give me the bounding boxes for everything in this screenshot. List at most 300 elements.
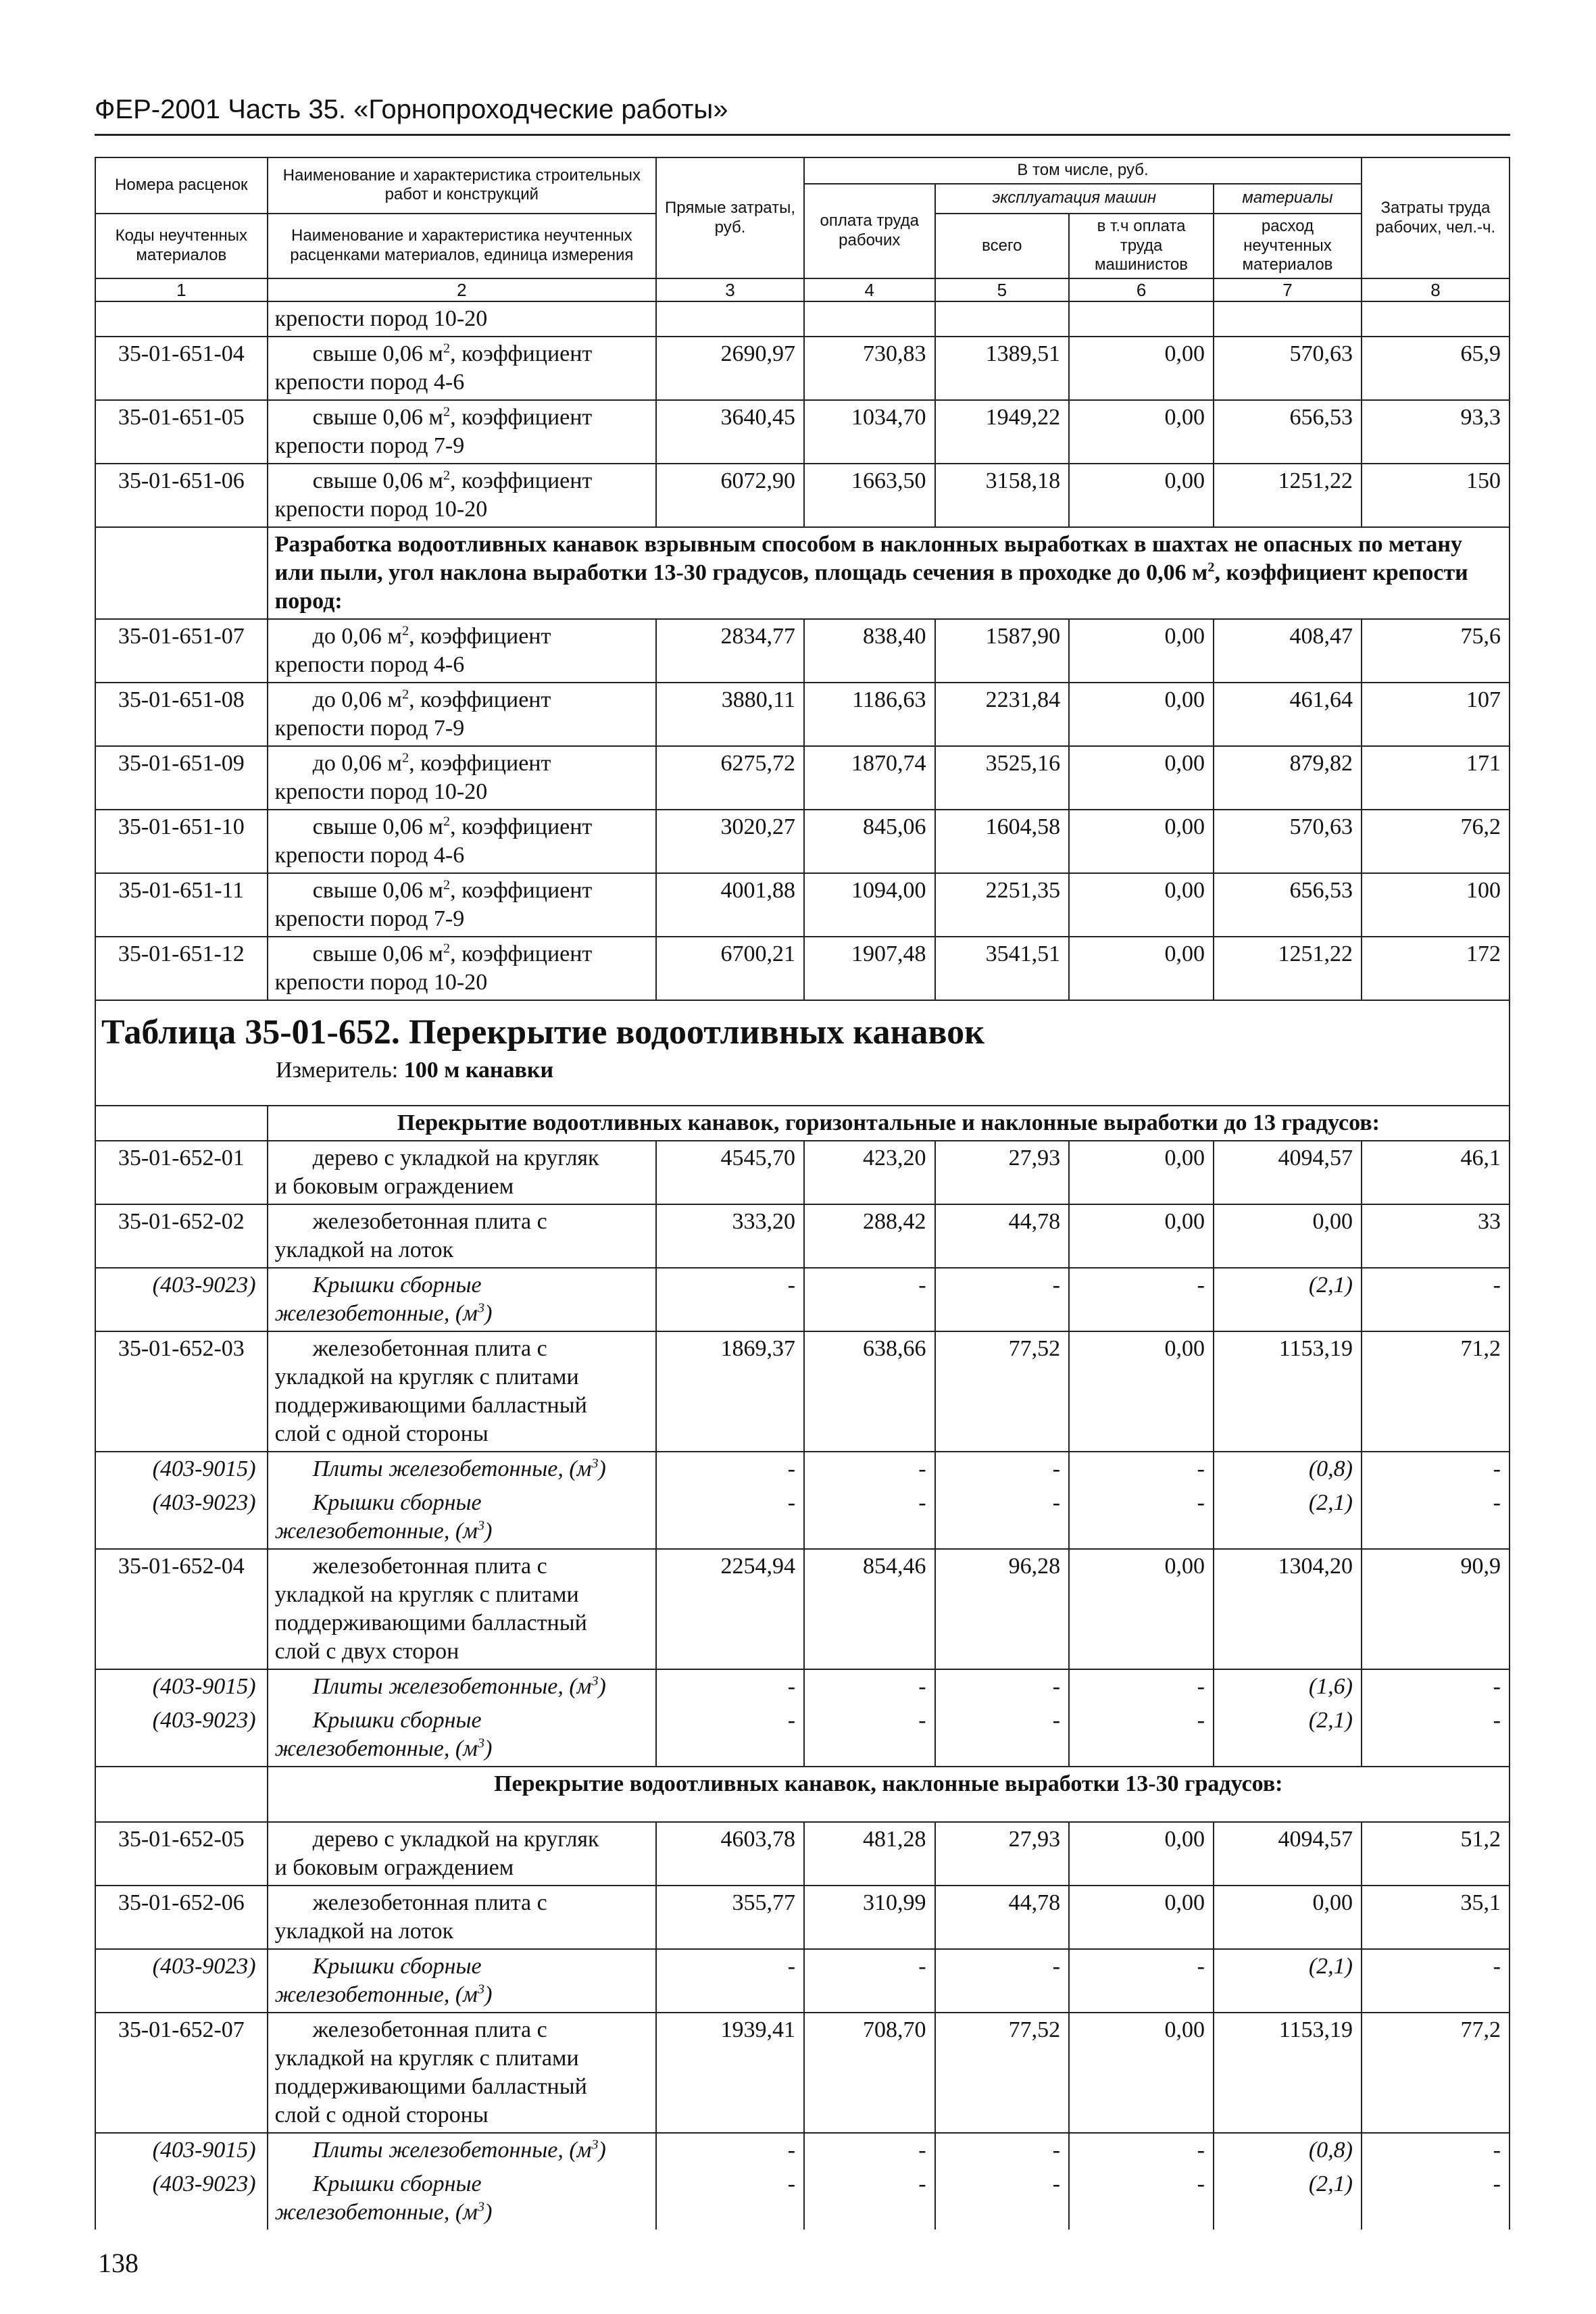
value-text: - — [1197, 1490, 1205, 1516]
value-text: 854,46 — [863, 1554, 926, 1579]
unit-superscript: 3 — [591, 1673, 599, 1689]
description-text: железобетонные, (м — [274, 2200, 478, 2225]
value-cell — [656, 1452, 804, 1486]
value-cell — [1362, 683, 1510, 746]
value-text: - — [1052, 1954, 1061, 1979]
value-text: 27,93 — [1008, 1827, 1061, 1852]
description-text: свыше 0,06 м — [312, 941, 443, 967]
value-cell — [1214, 400, 1362, 464]
unit-superscript: 3 — [591, 1456, 599, 1471]
value-cell — [935, 810, 1070, 873]
value-cell — [1069, 1452, 1214, 1486]
description-first-line — [275, 1489, 649, 1517]
rate-code: 35-01-652-07 — [118, 2017, 245, 2043]
section-heading — [268, 527, 1510, 619]
material-code: (403-9023) — [152, 1273, 256, 1298]
value-text: 2690,97 — [720, 341, 796, 367]
value-cell — [1069, 1141, 1214, 1204]
work-description-cell — [268, 1822, 656, 1886]
description-line — [275, 2044, 649, 2073]
value-text: 0,00 — [1164, 814, 1205, 840]
value-cell — [1362, 2133, 1510, 2167]
material-code: (403-9023) — [152, 1708, 256, 1733]
value-text: 570,63 — [1289, 341, 1353, 367]
work-description-cell — [268, 1949, 656, 2013]
table-row — [95, 1822, 1510, 1886]
work-description-cell — [268, 873, 656, 937]
description-text: крепости пород 4-6 — [274, 843, 465, 868]
value-cell — [1362, 810, 1510, 873]
material-code-cell — [95, 1486, 268, 1549]
value-cell — [1214, 1822, 1362, 1886]
value-text: 1034,70 — [851, 405, 926, 430]
rate-code: 35-01-652-01 — [118, 1146, 245, 1171]
value-text: - — [787, 1456, 796, 1482]
value-text: 1870,74 — [851, 751, 926, 777]
unit-superscript: 2 — [443, 404, 451, 420]
col-work-name-header: Наименование и характеристика строительных работ и конструкций — [268, 157, 656, 214]
value-cell — [1362, 873, 1510, 937]
work-description-cell — [268, 1704, 656, 1767]
value-cell — [804, 301, 935, 337]
value-cell — [1362, 1204, 1510, 1268]
value-cell — [1362, 301, 1510, 337]
work-description-cell — [268, 2133, 656, 2167]
value-text: (1,6) — [1308, 1674, 1353, 1700]
description-text: свыше 0,06 м — [312, 814, 443, 840]
description-text: ) — [598, 2138, 606, 2163]
value-cell — [1069, 337, 1214, 400]
value-cell — [1069, 1669, 1214, 1704]
value-cell — [935, 746, 1070, 810]
value-cell — [1069, 937, 1214, 1000]
table-row — [95, 683, 1510, 746]
material-code: (403-9015) — [152, 1456, 256, 1482]
value-text: - — [1493, 2171, 1501, 2197]
description-first-line — [275, 1271, 649, 1300]
value-text: - — [1493, 1456, 1501, 1482]
rate-code-cell — [95, 1141, 268, 1204]
description-text: свыше 0,06 м — [312, 468, 443, 494]
unit-superscript: 3 — [477, 1300, 485, 1316]
value-cell — [656, 1549, 804, 1669]
value-text: 6275,72 — [720, 751, 796, 777]
description-text: свыше 0,06 м — [312, 405, 443, 430]
value-cell — [1214, 746, 1362, 810]
value-cell — [804, 1486, 935, 1549]
value-text: 0,00 — [1164, 2017, 1205, 2043]
value-cell — [1214, 1452, 1362, 1486]
col-including-header: В том числе, руб. — [804, 157, 1362, 184]
value-text: 65,9 — [1460, 341, 1501, 367]
description-line — [275, 1854, 649, 1882]
value-cell — [1214, 937, 1362, 1000]
value-cell — [1362, 2013, 1510, 2133]
description-line — [275, 841, 649, 870]
value-cell — [1214, 1704, 1362, 1767]
value-cell — [804, 1331, 935, 1452]
col-rate-number-header: Номера расценок — [95, 157, 268, 214]
rate-code-cell — [95, 400, 268, 464]
value-text: - — [1493, 1674, 1501, 1700]
rate-code-cell — [95, 1331, 268, 1452]
value-cell — [656, 937, 804, 1000]
col-machines-total-header: всего — [935, 214, 1070, 278]
value-text: 6072,90 — [720, 468, 796, 494]
value-text: 35,1 — [1460, 1890, 1501, 1916]
rate-code-cell — [95, 810, 268, 873]
table-row — [95, 873, 1510, 937]
description-first-line — [275, 877, 649, 905]
value-text: 77,52 — [1008, 1336, 1061, 1362]
value-cell — [1214, 810, 1362, 873]
description-text: , коэффициент — [450, 468, 593, 494]
value-cell — [656, 2167, 804, 2230]
rate-code-cell — [95, 1204, 268, 1268]
description-text: железобетонные, (м — [274, 1301, 478, 1327]
unit-superscript: 2 — [1207, 560, 1215, 575]
value-text: 0,00 — [1164, 1827, 1205, 1852]
value-text: 423,20 — [863, 1146, 926, 1171]
value-text: - — [918, 1273, 926, 1298]
description-text: крепости пород 7-9 — [274, 433, 465, 459]
value-cell — [804, 873, 935, 937]
description-first-line — [275, 1552, 649, 1581]
value-cell — [1362, 1886, 1510, 1949]
value-cell — [1362, 1949, 1510, 2013]
value-cell — [804, 1549, 935, 1669]
value-cell — [935, 1452, 1070, 1486]
value-text: (0,8) — [1308, 2138, 1353, 2163]
value-text: 408,47 — [1289, 624, 1353, 649]
table-row-material — [95, 1704, 1510, 1767]
value-text: - — [1197, 1456, 1205, 1482]
value-cell — [804, 619, 935, 683]
description-first-line — [275, 340, 649, 368]
value-cell — [935, 1204, 1070, 1268]
value-cell — [804, 937, 935, 1000]
value-text: - — [787, 2138, 796, 2163]
value-text: - — [1493, 1708, 1501, 1733]
measure-line — [276, 1056, 1503, 1085]
value-cell — [656, 400, 804, 464]
description-line — [275, 1392, 649, 1420]
value-text: 0,00 — [1164, 1146, 1205, 1171]
value-cell — [804, 683, 935, 746]
value-text: - — [787, 1273, 796, 1298]
description-text: дерево с укладкой на кругляк — [312, 1827, 599, 1852]
value-text: 0,00 — [1164, 624, 1205, 649]
value-text: 3640,45 — [720, 405, 796, 430]
value-text: 27,93 — [1008, 1146, 1061, 1171]
description-line — [275, 968, 649, 997]
column-number: 5 — [935, 278, 1070, 301]
unit-superscript: 2 — [443, 341, 451, 356]
value-cell — [804, 746, 935, 810]
description-text: железобетонная плита с — [312, 1554, 547, 1579]
value-text: - — [1197, 1954, 1205, 1979]
description-text: Плиты железобетонные, (м — [312, 1674, 592, 1700]
description-text: крепости пород 10-20 — [274, 779, 488, 805]
description-line — [275, 1917, 649, 1946]
col-material-names-header: Наименование и характеристика неучтенных расценками материалов, единица измерения — [268, 214, 656, 278]
value-cell — [1069, 619, 1214, 683]
value-cell — [804, 400, 935, 464]
description-text: ) — [484, 1736, 493, 1762]
value-cell — [935, 1141, 1070, 1204]
value-text: - — [1197, 2138, 1205, 2163]
value-cell — [656, 1949, 804, 2013]
value-text: 1907,48 — [851, 941, 926, 967]
value-cell — [1069, 2133, 1214, 2167]
description-text: укладкой на кругляк с плитами — [274, 2046, 579, 2071]
rate-code: 35-01-652-05 — [118, 1827, 245, 1852]
value-cell — [935, 873, 1070, 937]
value-text: 51,2 — [1460, 1827, 1501, 1852]
value-text: (2,1) — [1308, 1708, 1353, 1733]
value-cell — [1362, 1669, 1510, 1704]
description-text: до 0,06 м — [312, 751, 402, 777]
section-heading — [268, 1106, 1510, 1141]
column-number: 3 — [656, 278, 804, 301]
value-cell — [1214, 1204, 1362, 1268]
description-text: Крышки сборные — [312, 1954, 482, 1979]
value-text: 656,53 — [1289, 878, 1353, 904]
table-row — [95, 1549, 1510, 1669]
description-text: и боковым ограждением — [274, 1855, 514, 1881]
work-description-cell — [268, 2013, 656, 2133]
value-cell — [1362, 1549, 1510, 1669]
value-text: 2254,94 — [720, 1554, 796, 1579]
value-cell — [656, 1331, 804, 1452]
value-text: 6700,21 — [720, 941, 796, 967]
section-spacer-cell — [95, 1767, 268, 1822]
value-text: 2251,35 — [985, 878, 1061, 904]
value-text: 3541,51 — [985, 941, 1061, 967]
value-cell — [1214, 1886, 1362, 1949]
description-line — [275, 1173, 649, 1201]
description-text: укладкой на кругляк с плитами — [274, 1582, 579, 1608]
description-line — [275, 1517, 649, 1546]
section-heading-row — [95, 1767, 1510, 1822]
work-description-cell — [268, 301, 656, 337]
rate-code: 35-01-652-06 — [118, 1890, 245, 1916]
value-text: - — [787, 1674, 796, 1700]
value-text: 879,82 — [1289, 751, 1353, 777]
description-text: до 0,06 м — [312, 687, 402, 713]
value-text: 0,00 — [1164, 687, 1205, 713]
value-text: 4094,57 — [1278, 1827, 1353, 1852]
value-text: 100 — [1466, 878, 1501, 904]
description-first-line — [275, 1455, 649, 1483]
table-title-row — [95, 1000, 1510, 1106]
table-row — [95, 619, 1510, 683]
description-text: поддерживающими балластный — [274, 1393, 587, 1419]
unit-superscript: 2 — [401, 750, 409, 766]
unit-superscript: 2 — [401, 687, 409, 702]
description-first-line — [275, 749, 649, 778]
col-labor-hours-header: Затраты труда рабочих, чел.-ч. — [1362, 157, 1510, 278]
value-text: 2231,84 — [985, 687, 1061, 713]
value-cell — [804, 1204, 935, 1268]
value-text: - — [1052, 1490, 1061, 1516]
value-cell — [935, 1886, 1070, 1949]
description-text: крепости пород 7-9 — [274, 906, 465, 932]
description-text: крепости пород 4-6 — [274, 652, 465, 678]
description-line — [275, 1236, 649, 1264]
description-line — [275, 432, 649, 460]
description-first-line — [275, 2136, 649, 2165]
value-cell — [656, 1669, 804, 1704]
value-cell — [1069, 683, 1214, 746]
value-text: (2,1) — [1308, 1273, 1353, 1298]
value-text: 46,1 — [1460, 1146, 1501, 1171]
value-cell — [656, 301, 804, 337]
unit-superscript: 2 — [443, 814, 451, 829]
description-text: , коэффициент — [450, 814, 593, 840]
unit-superscript: 3 — [477, 1736, 485, 1751]
material-code-cell — [95, 1704, 268, 1767]
table-row — [95, 2013, 1510, 2133]
value-text: 730,83 — [863, 341, 926, 367]
value-text: - — [1052, 2138, 1061, 2163]
work-description-cell — [268, 1452, 656, 1486]
description-text: железобетонные, (м — [274, 1982, 478, 2008]
value-cell — [935, 337, 1070, 400]
section-heading — [268, 1767, 1510, 1822]
col-direct-costs-header: Прямые затраты, руб. — [656, 157, 804, 278]
description-line — [275, 778, 649, 806]
description-text: поддерживающими балластный — [274, 2074, 587, 2100]
value-text: 656,53 — [1289, 405, 1353, 430]
description-line — [275, 651, 649, 679]
column-number: 7 — [1214, 278, 1362, 301]
value-cell — [804, 1704, 935, 1767]
description-text: Плиты железобетонные, (м — [312, 1456, 592, 1482]
value-cell — [1069, 1822, 1214, 1886]
description-line — [275, 368, 649, 397]
value-cell — [1214, 2013, 1362, 2133]
value-text: - — [787, 1490, 796, 1516]
rate-code: 35-01-651-10 — [118, 814, 245, 840]
value-text: 0,00 — [1164, 1890, 1205, 1916]
rate-code: 35-01-652-04 — [118, 1554, 245, 1579]
value-cell — [1069, 1486, 1214, 1549]
rate-code: 35-01-651-12 — [118, 941, 245, 967]
value-cell — [935, 1949, 1070, 2013]
value-cell — [935, 1669, 1070, 1704]
value-cell — [1069, 1949, 1214, 2013]
value-text: (0,8) — [1308, 1456, 1353, 1482]
work-description-cell — [268, 619, 656, 683]
value-cell — [935, 619, 1070, 683]
value-cell — [1069, 2013, 1214, 2133]
value-text: 3525,16 — [985, 751, 1061, 777]
value-cell — [1069, 400, 1214, 464]
value-cell — [1362, 1331, 1510, 1452]
value-text: (2,1) — [1308, 1490, 1353, 1516]
material-code-cell — [95, 1452, 268, 1486]
value-cell — [804, 2133, 935, 2167]
value-cell — [1214, 337, 1362, 400]
rate-code-cell — [95, 1549, 268, 1669]
value-text: - — [1493, 2138, 1501, 2163]
value-cell — [804, 464, 935, 527]
value-text: - — [918, 1490, 926, 1516]
value-text: 0,00 — [1312, 1890, 1353, 1916]
description-text: железобетонные, (м — [274, 1736, 478, 1762]
work-description-cell — [268, 1141, 656, 1204]
value-cell — [1362, 1268, 1510, 1331]
value-text: 1949,22 — [985, 405, 1061, 430]
value-text: 3880,11 — [721, 687, 796, 713]
rate-code-cell — [95, 2013, 268, 2133]
table-row-material — [95, 1486, 1510, 1549]
value-cell — [1069, 873, 1214, 937]
description-line — [275, 905, 649, 933]
value-cell — [656, 1141, 804, 1204]
description-text: ) — [484, 1982, 493, 2008]
value-text: - — [1493, 1273, 1501, 1298]
unit-superscript: 2 — [443, 877, 451, 893]
value-text: 1153,19 — [1278, 1336, 1353, 1362]
rate-code: 35-01-651-06 — [118, 468, 245, 494]
page-header-title: ФЕР-2001 Часть 35. «Горнопроходческие работы» — [95, 95, 728, 124]
value-cell — [1069, 810, 1214, 873]
value-cell — [656, 619, 804, 683]
description-text: свыше 0,06 м — [312, 341, 443, 367]
description-text: , коэффициент — [409, 751, 551, 777]
value-text: - — [1493, 1954, 1501, 1979]
value-cell — [1362, 337, 1510, 400]
value-cell — [656, 1268, 804, 1331]
material-code: (403-9015) — [152, 1674, 256, 1700]
description-first-line — [275, 1208, 649, 1236]
rate-code: 35-01-651-11 — [118, 878, 245, 904]
material-code-cell — [95, 1949, 268, 2013]
work-description-cell — [268, 1549, 656, 1669]
value-cell — [935, 937, 1070, 1000]
unit-superscript: 3 — [477, 1981, 485, 1997]
description-line — [275, 714, 649, 743]
value-cell — [1069, 2167, 1214, 2230]
description-line — [275, 1609, 649, 1638]
col-material-usage-header: расход неучтенных материалов — [1214, 214, 1362, 278]
column-number: 2 — [268, 278, 656, 301]
rate-code-cell — [95, 746, 268, 810]
table-row — [95, 1331, 1510, 1452]
value-cell — [1069, 1886, 1214, 1949]
column-number: 6 — [1069, 278, 1214, 301]
description-text: , коэффициент — [409, 624, 551, 649]
value-text: 44,78 — [1008, 1209, 1061, 1235]
table-row-material — [95, 2133, 1510, 2167]
value-text: 3020,27 — [720, 814, 796, 840]
value-cell — [1214, 1268, 1362, 1331]
description-text: железобетонная плита с — [312, 1209, 547, 1235]
description-text: , коэффициент — [450, 405, 593, 430]
value-cell — [1214, 619, 1362, 683]
description-text: Крышки сборные — [312, 2171, 482, 2197]
description-text: Плиты железобетонные, (м — [312, 2138, 592, 2163]
value-text: - — [1052, 1708, 1061, 1733]
material-code: (403-9015) — [152, 2138, 256, 2163]
value-cell — [1214, 1331, 1362, 1452]
unit-superscript: 2 — [443, 468, 451, 483]
value-cell — [1069, 1331, 1214, 1452]
work-description-cell — [268, 810, 656, 873]
value-cell — [1069, 1549, 1214, 1669]
